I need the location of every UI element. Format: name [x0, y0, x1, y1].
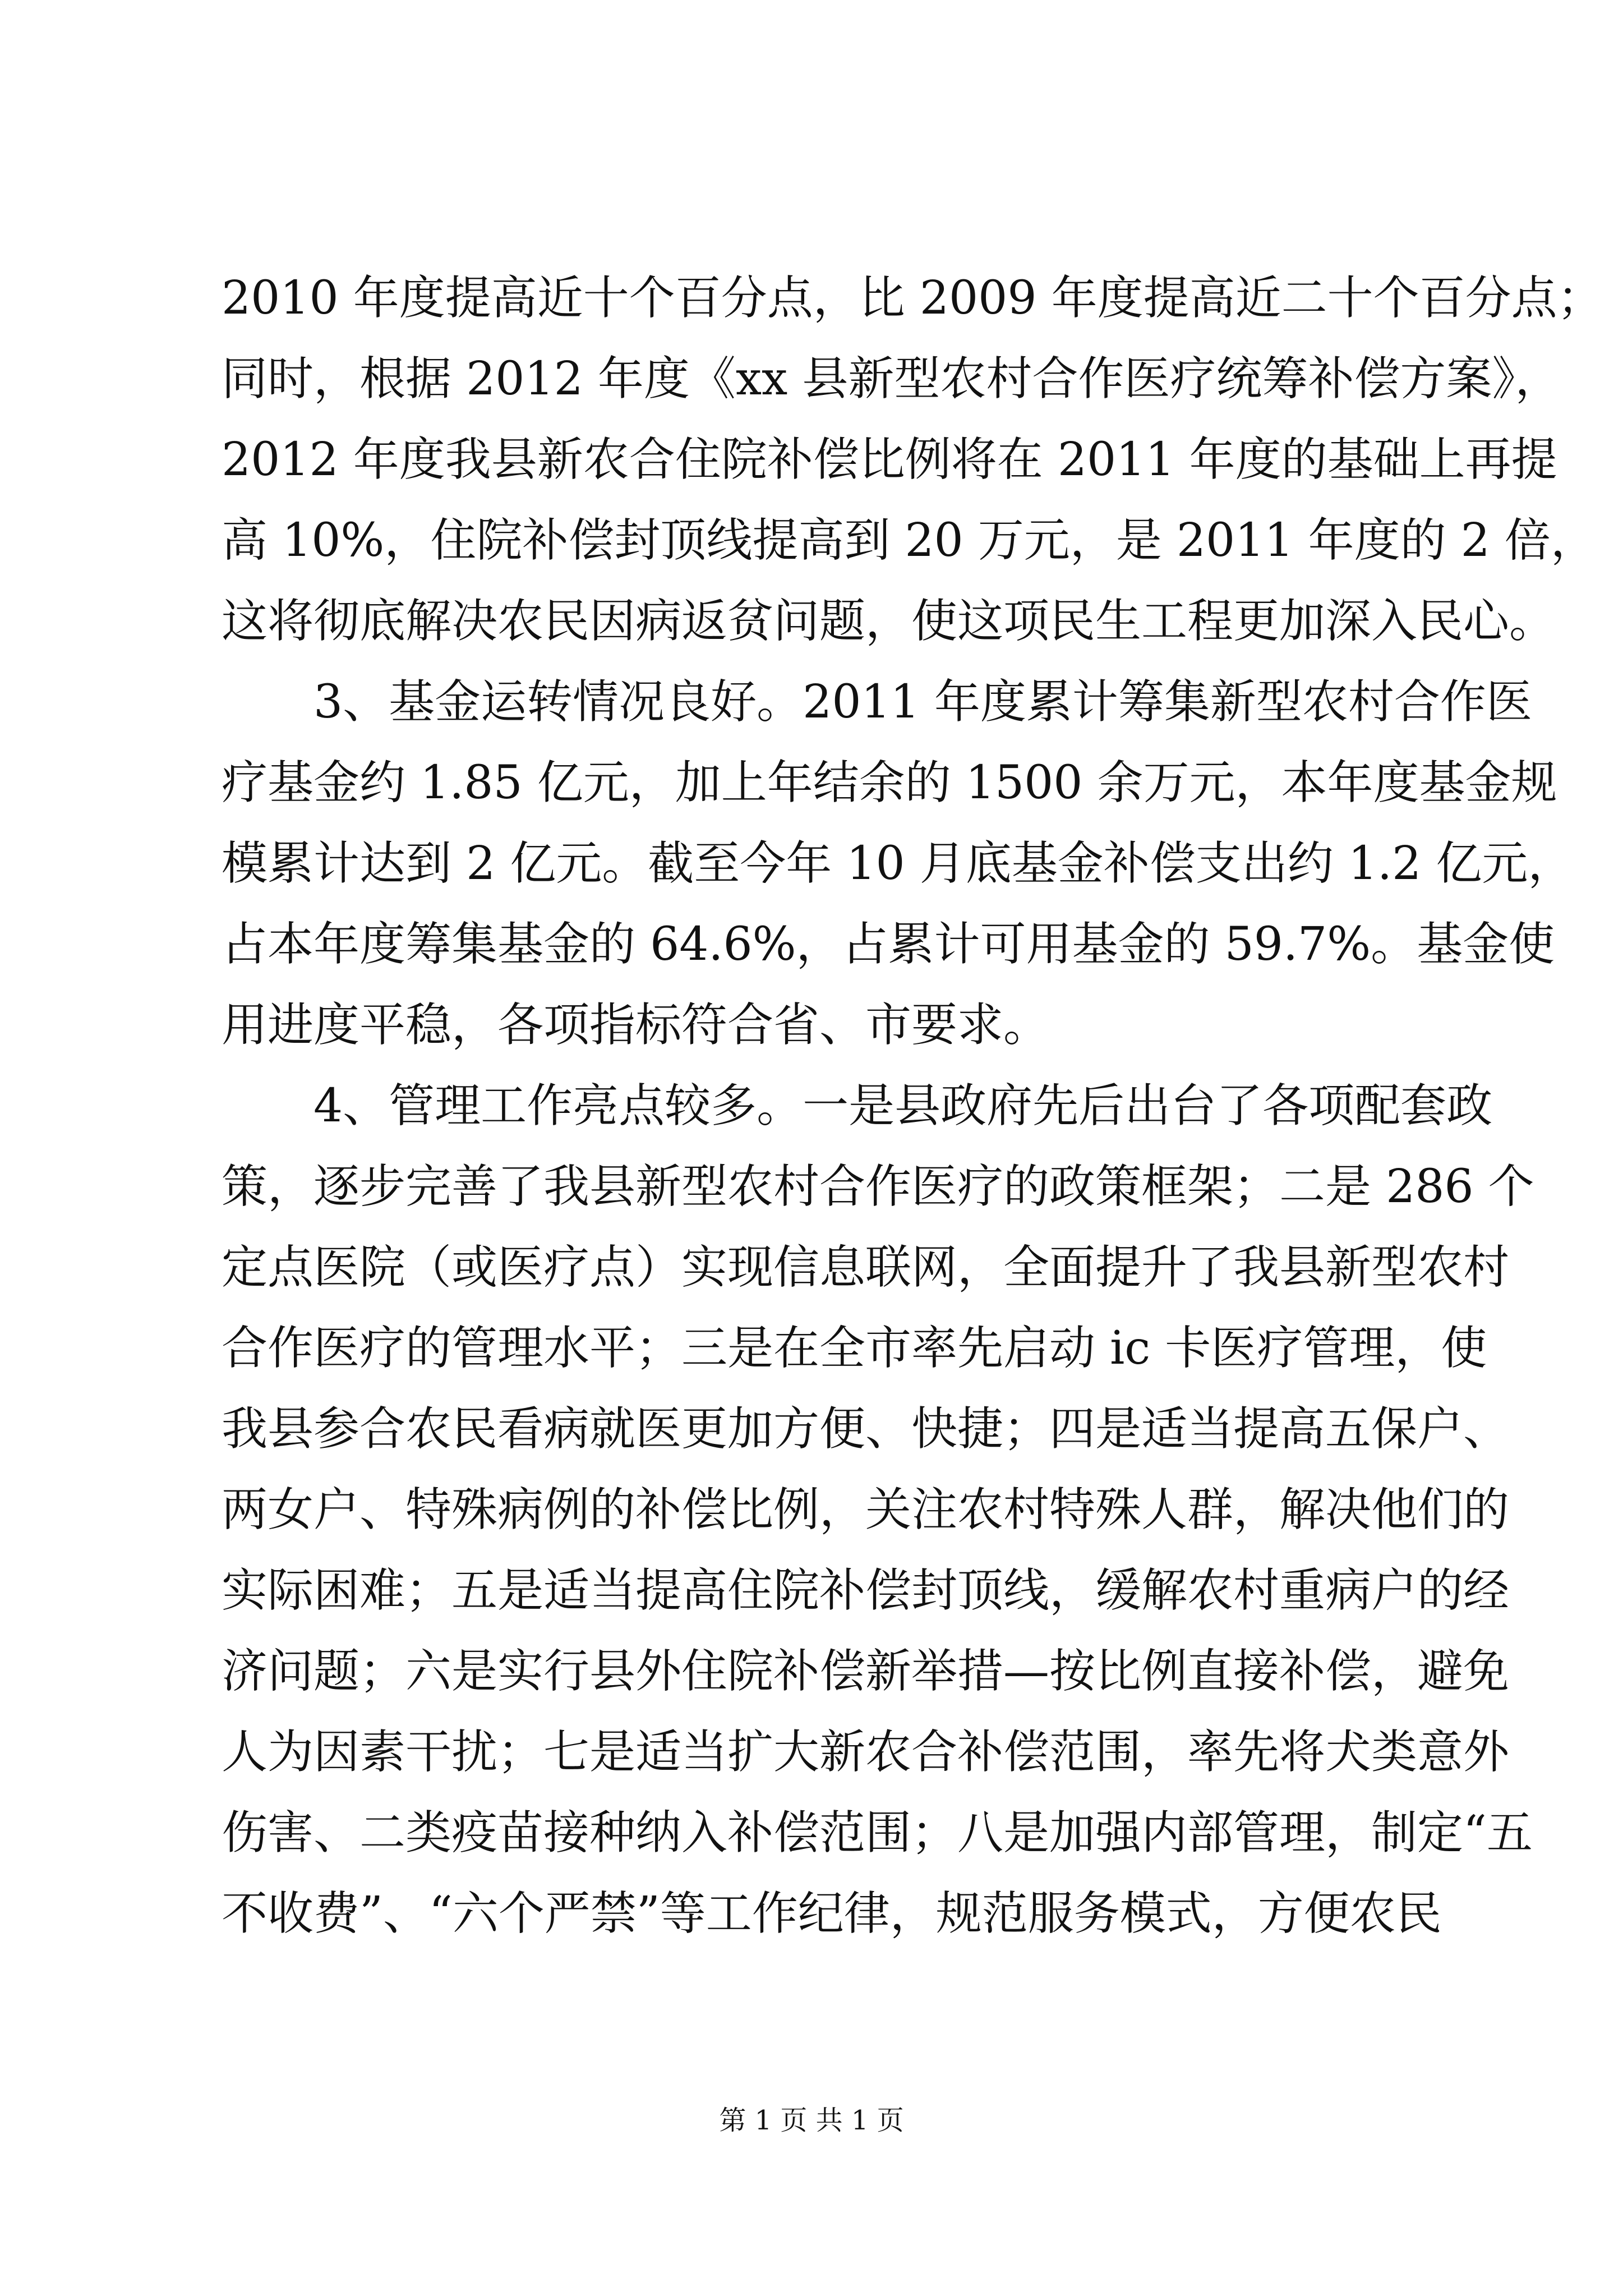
text-line: 2012 年度我县新农合住院补偿比例将在 2011 年度的基础上再提 — [222, 433, 1557, 486]
text-line: 定点医院（或医疗点）实现信息联网，全面提升了我县新型农村 — [222, 1241, 1510, 1294]
text-line: 模累计达到 2 亿元。截至今年 10 月底基金补偿支出约 1.2 亿元， — [222, 837, 1574, 890]
text-line: 人为因素干扰；七是适当扩大新农合补偿范围，率先将犬类意外 — [222, 1726, 1510, 1779]
text-line: 占本年度筹集基金的 64.6%，占累计可用基金的 59.7%。基金使 — [222, 918, 1555, 971]
text-line-last: 用进度平稳，各项指标符合省、市要求。 — [222, 999, 1050, 1052]
page-number-label: 第 1 页 共 1 页 — [719, 2105, 904, 2136]
text-line: 高 10%，住院补偿封顶线提高到 20 万元，是 2011 年度的 2 倍， — [222, 514, 1597, 567]
text-line: 2010 年度提高近十个百分点，比 2009 年度提高近二十个百分点； — [222, 272, 1603, 325]
text-line: 我县参合农民看病就医更加方便、快捷；四是适当提高五保户、 — [222, 1402, 1510, 1456]
text-line: 两女户、特殊病例的补偿比例，关注农村特殊人群，解决他们的 — [222, 1483, 1510, 1536]
document-body — [222, 258, 1603, 1954]
text-line: 同时，根据 2012 年度《xx 县新型农村合作医疗统筹补偿方案》， — [222, 352, 1561, 406]
text-line: 济问题；六是实行县外住院补偿新举措—按比例直接补偿，避免 — [222, 1645, 1510, 1698]
text-line: 伤害、二类疫苗接种纳入补偿范围；八是加强内部管理，制定“五 — [222, 1806, 1533, 1860]
text-line: 合作医疗的管理水平；三是在全市率先启动 ic 卡医疗管理，使 — [222, 1322, 1487, 1375]
paragraph-4-first-line: 4、管理工作亮点较多。一是县政府先后出台了各项配套政 — [313, 1079, 1493, 1133]
paragraph-3-first-line: 3、基金运转情况良好。2011 年度累计筹集新型农村合作医 — [313, 675, 1532, 729]
text-line: 策，逐步完善了我县新型农村合作医疗的政策框架；二是 286 个 — [222, 1160, 1534, 1213]
text-line: 疗基金约 1.85 亿元，加上年结余的 1500 余万元，本年度基金规 — [222, 756, 1557, 809]
text-line: 这将彻底解决农民因病返贫问题，使这项民生工程更加深入民心。 — [222, 595, 1556, 648]
text-line: 不收费”、“六个严禁”等工作纪律，规范服务模式，方便农民 — [222, 1887, 1442, 1940]
page-footer — [0, 2101, 1623, 2140]
text-line: 实际困难；五是适当提高住院补偿封顶线，缓解农村重病户的经 — [222, 1564, 1510, 1617]
